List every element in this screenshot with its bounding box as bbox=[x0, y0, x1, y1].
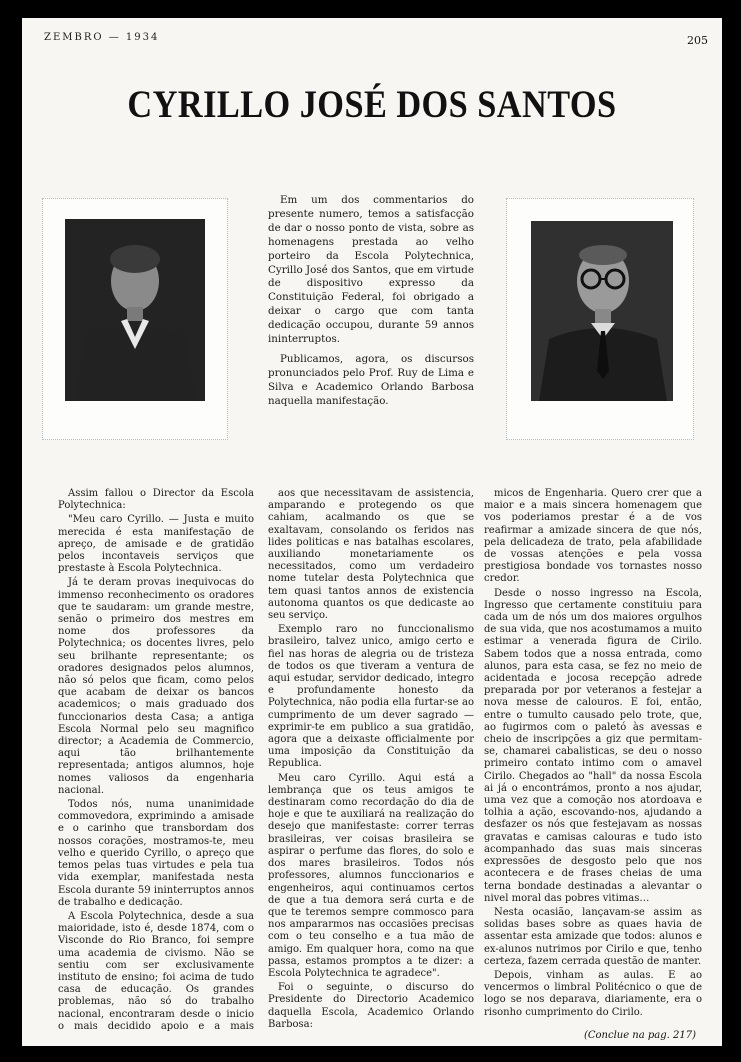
portrait-orlando-barbosa bbox=[531, 221, 673, 401]
continuation-note: (Conclue na pag. 217) bbox=[583, 1030, 696, 1041]
left-photo-frame bbox=[42, 198, 228, 440]
right-photo-frame bbox=[506, 198, 694, 440]
column-3 bbox=[484, 488, 702, 1018]
paragraph: A Escola Polytechnica, desde a sua maioridade, isto é, desde 1874, com o Visconde do Rio Branco, foi sempre uma academia de civismo. Não se sentiu com ser exclusivamente instituto de ensino; foi acima de tudo casa de educação. Os grandes problemas, não só do trabalho nacional, encontraram desde o inicio o mais decidido apoio e a mais bbox=[58, 910, 254, 1032]
paragraph: Exemplo raro no funccionalismo brasileiro, talvez unico, amigo certo e fiel nas horas de alegria ou de tristeza de todos os que tiveram a ventura de aqui estudar, servidor dedicado, integro e profundamente honesto da Polytechnica, não podia ella furtar-se ao cumprimento de um dever sagrado — exprimir-te em publico a sua gratidão, agora que a deixaste officialmente por uma imposição da Constituição da Republica. bbox=[268, 624, 474, 770]
paragraph: Assim fallou o Director da Escola Polytechnica: bbox=[58, 488, 254, 512]
paragraph: Nesta ocasião, lançavam-se assim as solidas bases sobre as quaes havia de assentar esta amizade que todos: alunos e ex-alunos nutrimos por Cirilo e que, tenho certeza, fazem cerrada questão de manter. bbox=[484, 906, 702, 967]
intro-text bbox=[268, 194, 474, 415]
intro-paragraph: Em um dos commentarios do presente numero, temos a satisfacção de dar o nosso ponto de vista, sobre as homenagens prestada ao velho porteiro da Escola Polytechnica, Cyrillo José dos Santos, que em virtude de dispositivo expresso da Constituição Federal, foi obrigado a deixar o cargo que com tanta dedicação occupou, durante 59 annos ininterruptos. bbox=[268, 194, 474, 346]
portrait-cyrillo bbox=[65, 219, 205, 401]
paragraph: micos de Engenharia. Quero crer que a maior e a mais sincera homenagem que vos poderiamos prestar é a de vos reafirmar a amizade sincera de que nós, pela delicadeza de trato, pela afabilidade de vossas atenções e pela vossa prestigiosa bondade vos tornastes nosso credor. bbox=[484, 488, 702, 585]
paragraph: Meu caro Cyrillo. Aqui está a lembrança que os teus amigos te destinaram como recordação do dia de hoje e que te auxiliará na realização do desejo que manifestaste: correr terras brasileiras, ver coisas brasileira se aspirar o perfume das flores, do solo e dos mares brasileiros. Todos nós professores, alumnos funccionarios e engenheiros, aqui continuamos certos de que a tua demora será curta e de que te teremos sempre commosco para nos ampararmos nas occasiões precisas com o teu conselho e a tua mão de amigo. Em qualquer hora, como na que passa, estamos promptos a te dizer: a Escola Polytechnica te agradece". bbox=[268, 772, 474, 979]
article-title: CYRILLO JOSÉ DOS SANTOS bbox=[127, 83, 617, 126]
column-1 bbox=[58, 488, 254, 1033]
paragraph: Já te deram provas inequivocas do immenso reconhecimento os oradores que te saudaram: um grande mestre, senão o primeiro dos mestres em nome dos professores da Polytechnica; os docentes livres, pelo seu brilhante representante; os oradores designados pelos alumnos, não só pelos que ficam, como pelos que acabam de deixar os bancos academicos; o mais graduado dos funccionarios desta Casa; a antiga Escola Normal pelo seu magnifico director; a Academia de Commercio, aqui tão brilhantemente representada; antigos alumnos, hoje nomes valiosos da engenharia nacional. bbox=[58, 577, 254, 796]
page-number: 205 bbox=[687, 34, 708, 47]
column-2 bbox=[268, 488, 474, 1033]
paragraph: Depois, vinham as aulas. E ao vencermos o limbral Politécnico o que de logo se nos deparava, diariamente, era o risonho cumprimento do Cirilo. bbox=[484, 969, 702, 1018]
page bbox=[22, 18, 722, 1046]
paragraph: Todos nós, numa unanimidade commovedora, exprimindo a amisade e o carinho que transbordam dos nossos corações, mostramos-te, meu velho e querido Cyrillo, o apreço que temos pelas tuas virtudes e pela tua vida exemplar, manifestada nesta Escola durante 59 ininterruptos annos de trabalho e dedicação. bbox=[58, 799, 254, 908]
paragraph: Foi o seguinte, o discurso do Presidente do Directorio Academico daquella Escola, Academico Orlando Barbosa: bbox=[268, 982, 474, 1030]
intro-paragraph: Publicamos, agora, os discursos pronunciados pelo Prof. Ruy de Lima e Silva e Academico Orlando Barbosa naquella manifestação. bbox=[268, 352, 474, 407]
paragraph: aos que necessitavam de assistencia, amparando e protegendo os que cahiam, acalmando os que se exaltavam, consolando os feridos nas lides politicas e nas batalhas escolares, auxiliando monetariamente os necessitados, como um verdadeiro nome tutelar desta Polytechnica que tem quasi tantos annos de existencia autonoma quantos os que dedicaste ao seu serviço. bbox=[268, 488, 474, 622]
paragraph: Desde o nosso ingresso na Escola, Ingresso que certamente constituiu para cada um de nós um dos maiores orgulhos de sua vida, que nos acostumamos a muito estimar a venerada figura de Cirilo. Sabem todos que a nossa entrada, como alunos, para esta casa, se fez no meio de acidentada e jocosa recepção adrede preparada por por veteranos a festejar a nova messe de calouros. E foi, então, entre o tumulto causado pelo trote, que, ao fugirmos com o paletó às avessas e cheio de inscripções a giz que permitam-se, chamarei cabalisticas, se deu o nosso primeiro contato intimo com o amavel Cirilo. Chegados ao "hall" da nossa Escola ai já o encontrámos, pronto a nos ajudar, uma vez que a comoção nos atordoava e tolhia a ação, escovando-nos, ajudando a desfazer os nós que festejavam as nossas gravatas e camisas calouras e tudo isto acompanhado das suas mais sinceras expressões de desgosto pelo que nos acontecera e de frases cheias de uma terna bondade destinadas a alevantar o nivel moral das pobres vitimas… bbox=[484, 587, 702, 904]
header-date: ZEMBRO — 1934 bbox=[44, 32, 160, 43]
paragraph: "Meu caro Cyrillo. — Justa e muito merecida é esta manifestação de apreço, de amisade e de gratidão pelos incontaveis serviços que prestaste à Escola Polytechnica. bbox=[58, 514, 254, 575]
